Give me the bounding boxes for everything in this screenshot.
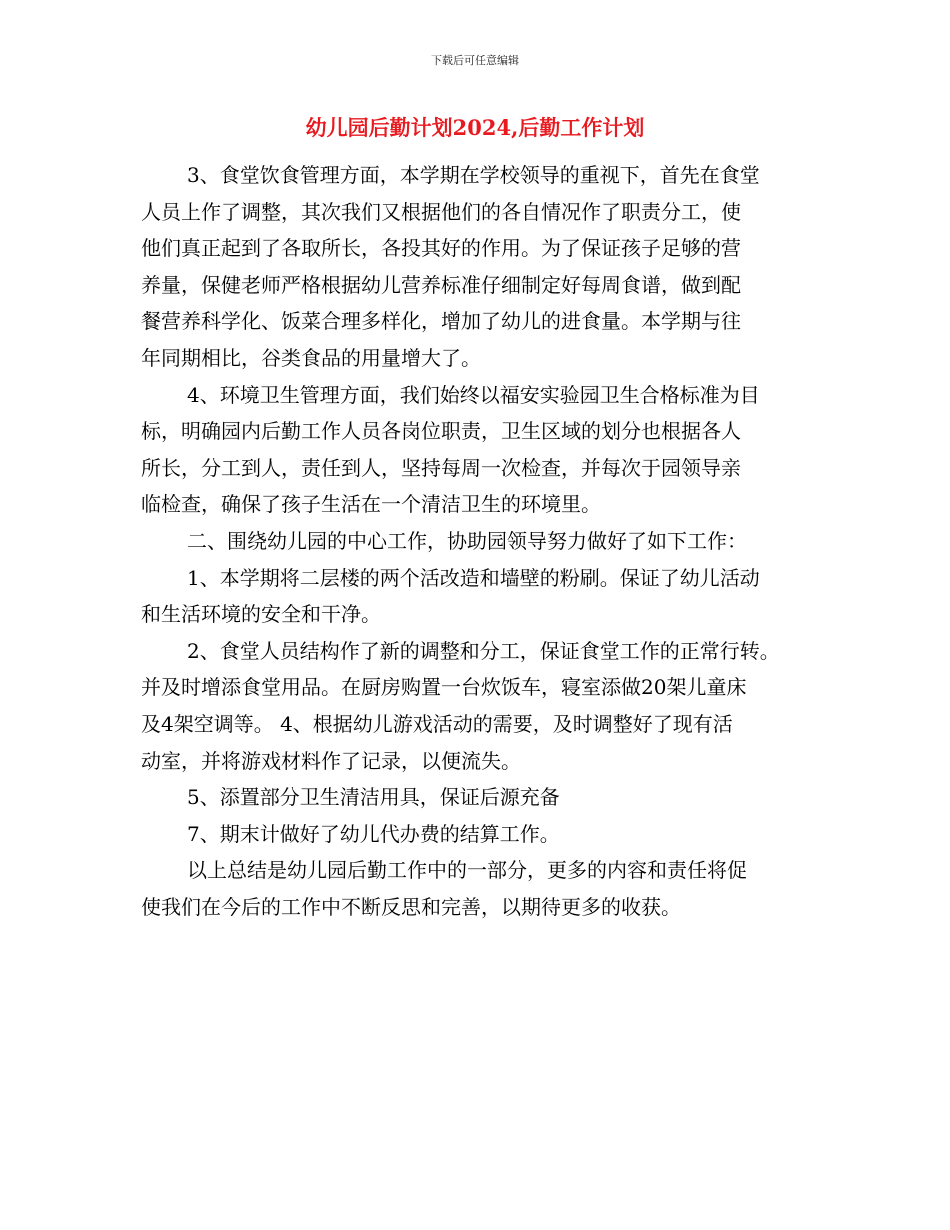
body-line: 4、环境卫生管理方面，我们始终以福安实验园卫生合格标准为目	[187, 382, 760, 407]
body-line: 7、期末计做好了幼儿代办费的结算工作。	[187, 821, 560, 846]
body-line: 2、食堂人员结构作了新的调整和分工，保证食堂工作的正常行转。	[187, 638, 780, 663]
body-line: 人员上作了调整，其次我们又根据他们的各自情况作了职责分工，使	[141, 199, 741, 224]
body-line: 以上总结是幼儿园后勤工作中的一部分，更多的内容和责任将促	[187, 858, 747, 883]
body-line: 使我们在今后的工作中不断反思和完善，以期待更多的收获。	[141, 894, 681, 919]
document-title: 幼儿园后勤计划2024,后勤工作计划	[305, 115, 645, 140]
body-line: 餐营养科学化、饭菜合理多样化，增加了幼儿的进食量。本学期与往	[141, 309, 741, 334]
body-line: 养量，保健老师严格根据幼儿营养标准仔细制定好每周食谱，做到配	[141, 272, 741, 297]
body-line: 及4架空调等。 4、根据幼儿游戏活动的需要，及时调整好了现有活	[141, 711, 733, 736]
body-line: 动室，并将游戏材料作了记录，以便流失。	[141, 748, 521, 773]
body-line: 5、添置部分卫生清洁用具，保证后源充备	[187, 785, 560, 810]
document-body	[141, 157, 821, 925]
page-header-note: 下载后可任意编辑	[431, 54, 519, 67]
body-line: 和生活环境的安全和干净。	[141, 602, 381, 627]
body-line: 年同期相比，谷类食品的用量增大了。	[141, 345, 481, 370]
body-line: 3、食堂饮食管理方面，本学期在学校领导的重视下，首先在食堂	[187, 163, 760, 187]
body-line: 标，明确园内后勤工作人员各岗位职责，卫生区域的划分也根据各人	[141, 419, 741, 444]
body-line: 1、本学期将二层楼的两个活改造和墙壁的粉刷。保证了幼儿活动	[187, 565, 760, 590]
body-line: 二、围绕幼儿园的中心工作，协助园领导努力做好了如下工作：	[187, 528, 747, 553]
body-line: 临检查，确保了孩子生活在一个清洁卫生的环境里。	[141, 492, 601, 517]
body-line: 并及时增添食堂用品。在厨房购置一台炊饭车，寝室添做20架儿童床	[141, 675, 747, 700]
body-line: 所长，分工到人，责任到人，坚持每周一次检查，并每次于园领导亲	[141, 455, 741, 480]
body-line: 他们真正起到了各取所长，各投其好的作用。为了保证孩子足够的营	[141, 236, 741, 261]
